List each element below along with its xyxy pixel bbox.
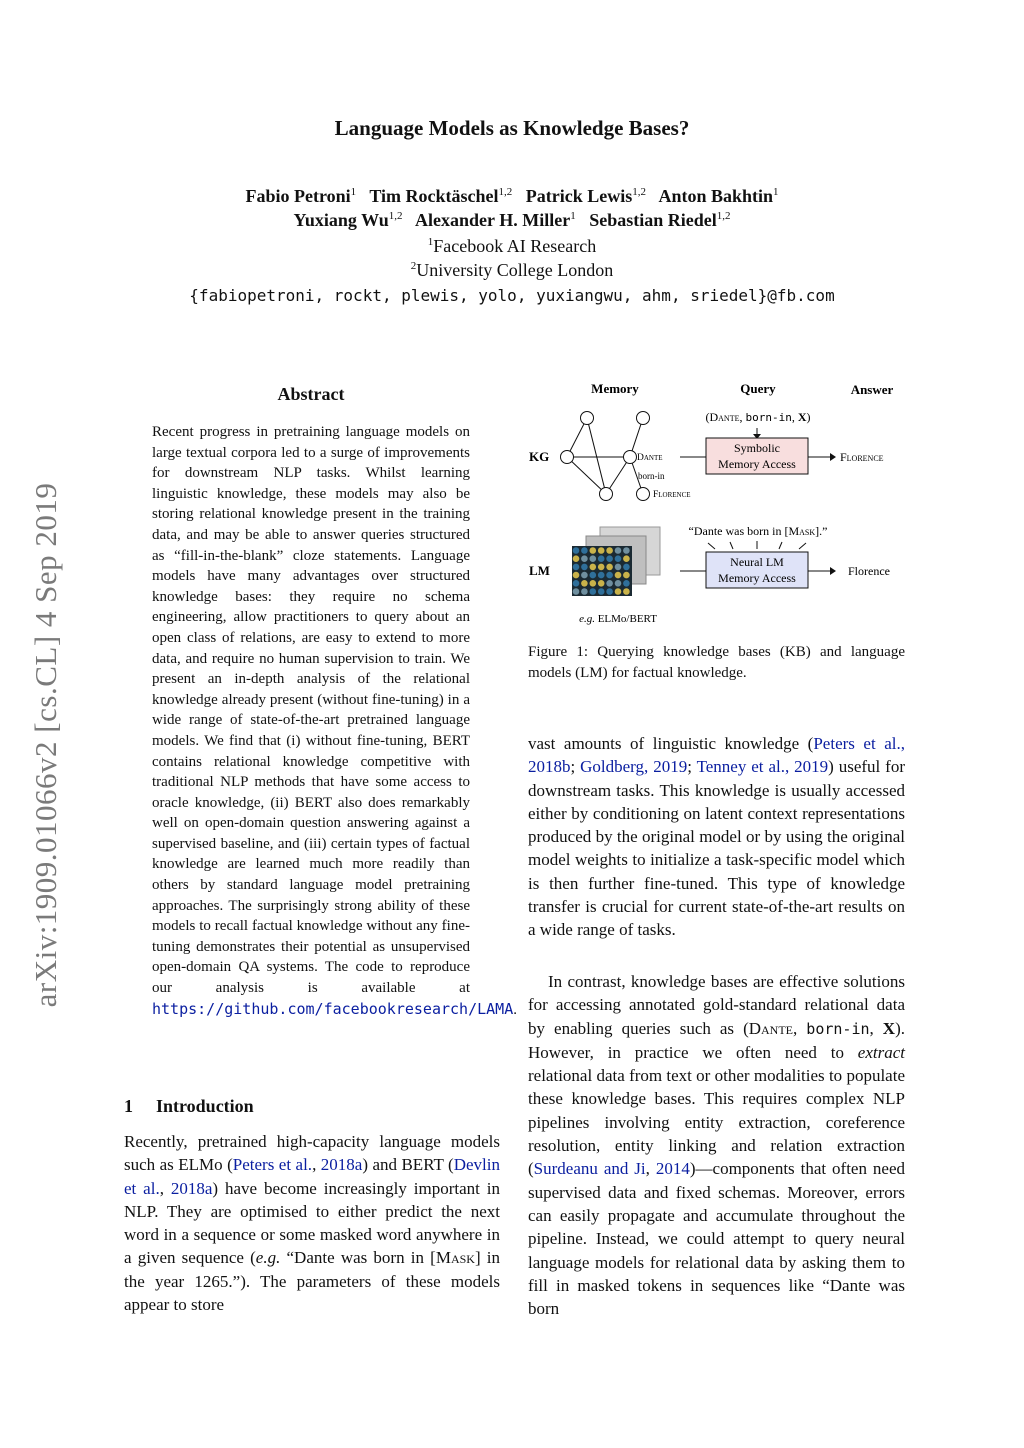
kg-node — [600, 488, 613, 501]
kg-row-label: KG — [529, 449, 550, 464]
text-run: , — [645, 1159, 656, 1179]
text-run: ; — [570, 757, 581, 777]
author-affiliation-mark: 1,2 — [498, 186, 513, 198]
lm-grid-dot — [581, 588, 588, 595]
lm-grid-dot — [623, 572, 630, 579]
section-heading — [124, 1096, 254, 1117]
lm-grid-dot — [623, 564, 630, 571]
lm-grid-dot — [615, 555, 622, 562]
arxiv-id: arXiv:1909.01066v2 [cs.CL] 4 Sep 2019 — [28, 482, 63, 1008]
lm-grid-dot — [573, 572, 580, 579]
text-run-smallcaps: Dante — [748, 1018, 794, 1038]
lm-grid-dot — [615, 572, 622, 579]
node-label-dante: Dante — [637, 453, 663, 463]
author-affiliation-mark: 1,2 — [716, 210, 731, 222]
lm-grid-dot — [590, 547, 597, 554]
text-run: ). However, in practice we often need to — [528, 1018, 905, 1062]
text-run: “Dante was born in [ — [280, 1248, 436, 1268]
text-run: Recently, pretrained high-capacity language models such as ELMo ( — [124, 1132, 500, 1175]
arrowhead — [830, 453, 836, 461]
affiliation-number: 2 — [410, 260, 417, 272]
author-name: Patrick Lewis — [525, 186, 633, 206]
citation-link[interactable]: 2014 — [655, 1159, 690, 1179]
citation-link[interactable]: 2018a — [170, 1178, 213, 1198]
author-affiliation-mark: 1,2 — [632, 186, 646, 198]
box-label: Memory Access — [718, 457, 796, 471]
arxiv-stamp — [14, 445, 78, 1045]
box-label: Neural LM — [730, 555, 784, 569]
text-run-smallcaps: Mask — [435, 1248, 475, 1268]
author-name: Tim Rocktäschel — [369, 186, 499, 206]
citation-link[interactable]: 2018a — [320, 1155, 363, 1175]
kg-answer: Florence — [840, 450, 884, 464]
figure-caption: Figure 1: Querying knowledge bases (KB) and language models (LM) for factual knowledge. — [528, 644, 905, 681]
col2-paragraph-2 — [528, 970, 905, 1320]
lm-row-label: LM — [529, 563, 550, 578]
col-memory-label: Memory — [591, 381, 639, 396]
lm-query-arrows — [708, 541, 806, 549]
col-query-label: Query — [740, 381, 776, 396]
author-emails: {fabiopetroni, rockt, plewis, yolo, yuxiangwu, ahm, sriedel}@fb.com — [189, 286, 835, 305]
author-affiliation-mark: 1 — [350, 186, 357, 198]
lm-grid-dot — [573, 564, 580, 571]
text-run-italic: extract — [857, 1042, 905, 1062]
lm-grid-dot — [598, 564, 605, 571]
author-line-1 — [0, 186, 1024, 207]
author-name: Yuxiang Wu — [293, 210, 389, 230]
lm-grid-dot — [581, 580, 588, 587]
lm-grid-stack — [572, 527, 660, 596]
col-answer-label: Answer — [850, 382, 894, 397]
citation-link[interactable]: Devlin et al. — [124, 1155, 500, 1198]
lm-grid-dot — [615, 547, 622, 554]
lm-grid-dot — [606, 588, 613, 595]
lm-grid-dot — [590, 588, 597, 595]
lm-grid-dot — [590, 572, 597, 579]
lm-grid-dot — [598, 555, 605, 562]
author-name: Anton Bakhtin — [658, 186, 774, 206]
lm-grid-dot — [606, 555, 613, 562]
author-affiliation-mark: 1 — [570, 210, 576, 222]
citation-link[interactable]: Peters et al. — [232, 1155, 313, 1175]
section-number: 1 — [124, 1096, 133, 1116]
text-run: In contrast, knowledge bases are effective solutions for accessing annotated gold-standard relational data by enabling queries such as ( — [528, 972, 905, 1038]
lm-grid-dot — [581, 564, 588, 571]
lm-grid-dot — [623, 555, 630, 562]
author-name: Alexander H. Miller — [415, 210, 571, 230]
citation-link[interactable]: Tenney et al., 2019 — [696, 757, 829, 777]
abstract-text: Recent progress in pretraining language models on large textual corpora led to a surge of improvements for downstream NLP tasks. Whilst learning linguistic knowledge, these models may also be storing relational knowledge present in the training data, and may be able to answer queries structured as “fill-in-the-blank” cloze statements. Language models have many advantages over structured knowledge bases: they require no schema engineering, allow practitioners to query about an open class of relations, are easy to extend to more data, and require no human supervision to train. We present an in-depth analysis of the relational knowledge already present (without fine-tuning) in a wide range of state-of-the-art pretrained language models. We find that (i) without fine-tuning, BERT contains relational knowledge competitive with traditional NLP methods that have some access to oracle knowledge, (ii) BERT also does remarkably well on open-domain question answering against a supervised baseline, and (iii) certain types of factual knowledge are learned much more readily than others by standard language model pretraining approaches. The surprisingly strong ability of these models to recall factual knowledge without any fine-tuning demonstrates their potential as unsupervised open-domain QA systems. The code to reproduce our analysis is available at — [152, 424, 470, 997]
lm-grid-dot — [590, 580, 597, 587]
text-run: , — [869, 1018, 883, 1038]
lm-grid-dot — [573, 555, 580, 562]
text-run: )—components that often need supervised data and fixed schemas. Moreover, errors can easily propagate and accumulate throughout the pipeline. Instead, we could attempt to query neural language models for relational data by asking them to fill in masked tokens in sequences like “Dante was born — [528, 1159, 906, 1319]
affiliation-name: Facebook AI Research — [433, 236, 597, 256]
author-affiliation-mark: 1,2 — [388, 210, 403, 222]
lm-grid-dot — [606, 572, 613, 579]
lm-grid-dot — [623, 580, 630, 587]
author-affiliation-mark: 1 — [773, 186, 779, 198]
text-run-mono: born-in — [806, 1019, 870, 1038]
lm-grid-dot — [623, 547, 630, 554]
author-line-2 — [0, 210, 1024, 231]
text-run: , — [159, 1178, 171, 1198]
edge-label-born-in: born-in — [638, 471, 665, 481]
box-label: Memory Access — [718, 571, 796, 585]
lm-grid-dot — [590, 555, 597, 562]
kg-node — [581, 412, 594, 425]
citation-link[interactable]: Surdeanu and Ji — [533, 1159, 646, 1179]
figure-1 — [520, 376, 920, 631]
abstract-end: . — [513, 1001, 517, 1018]
affiliation-name: University College London — [416, 260, 614, 280]
lm-grid-dot — [573, 547, 580, 554]
kg-query-text: (Dante, born-in, X) — [705, 410, 811, 424]
lm-grid-dot — [606, 547, 613, 554]
text-run: ) and BERT ( — [362, 1155, 454, 1175]
lm-grid-dot — [615, 580, 622, 587]
text-run: ; — [687, 757, 697, 777]
kg-node-florence — [637, 488, 650, 501]
paper-title: Language Models as Knowledge Bases? — [334, 116, 690, 140]
lm-grid-dot — [615, 564, 622, 571]
lm-grid-dot — [598, 547, 605, 554]
lm-grid-dot — [573, 580, 580, 587]
code-url-link[interactable]: https://github.com/facebookresearch/LAMA — [152, 999, 514, 1018]
text-run: relational data from text or other modalities to populate these knowledge bases. This requires complex NLP pipelines involving entity extraction, coreference resolution, entity linking and relation extraction ( — [528, 1066, 905, 1179]
kg-node — [561, 451, 574, 464]
citation-link[interactable]: Peters et al., 2018b — [528, 734, 905, 777]
box-label: Symbolic — [733, 441, 781, 455]
node-label-florence: Florence — [653, 490, 691, 500]
kg-node-dante — [624, 451, 637, 464]
affiliation — [0, 236, 1024, 257]
text-run: , — [312, 1155, 321, 1175]
text-run: ] in the year 1265.”). The parameters of these models appear to store — [124, 1248, 501, 1315]
abstract-body — [152, 422, 517, 1020]
text-run: ) have become increasingly important in NLP. They are optimised to either predict the next word in a sequence or some masked word anywhere in a given sequence ( — [124, 1178, 500, 1268]
text-run: ) useful for downstream tasks. This knowledge is usually accessed either by conditioning on latent context representations produced by the original model or by using the original model weights to initialize a task-specific model which is then further fine-tuned. This type of knowledge transfer is crucial for current state-of-the-art results on a wide range of tasks. — [528, 757, 906, 940]
lm-query-text: “Dante was born in [Mask].” — [688, 524, 828, 538]
arrowhead — [830, 567, 836, 575]
abstract-heading: Abstract — [277, 384, 345, 404]
lm-example: e.g. ELMo/BERT — [579, 613, 657, 625]
col2-paragraph-1 — [528, 732, 905, 942]
lm-grid-dot — [623, 588, 630, 595]
kg-node — [637, 412, 650, 425]
lm-grid-dot — [598, 580, 605, 587]
citation-link[interactable]: Goldberg, 2019 — [580, 757, 688, 777]
text-run-bold: X — [882, 1018, 896, 1038]
lm-grid-dot — [615, 588, 622, 595]
lm-grid-dot — [598, 588, 605, 595]
intro-paragraph-1 — [124, 1130, 500, 1316]
text-run-italic: e.g. — [255, 1248, 281, 1268]
author-name: Sebastian Riedel — [589, 210, 717, 230]
lm-grid-dot — [581, 547, 588, 554]
lm-grid-dot — [598, 572, 605, 579]
affiliation-number: 1 — [427, 236, 434, 248]
lm-grid-dot — [581, 572, 588, 579]
section-title: Introduction — [156, 1096, 254, 1116]
affiliation — [0, 260, 1024, 281]
lm-grid-dot — [573, 588, 580, 595]
text-run: vast amounts of linguistic knowledge ( — [528, 734, 814, 753]
lm-grid-dot — [581, 555, 588, 562]
author-name: Fabio Petroni — [245, 186, 351, 206]
text-run: , — [793, 1018, 807, 1038]
lm-grid-dot — [606, 580, 613, 587]
lm-grid-dot — [590, 564, 597, 571]
lm-answer: Florence — [848, 564, 890, 578]
lm-grid-dot — [606, 564, 613, 571]
